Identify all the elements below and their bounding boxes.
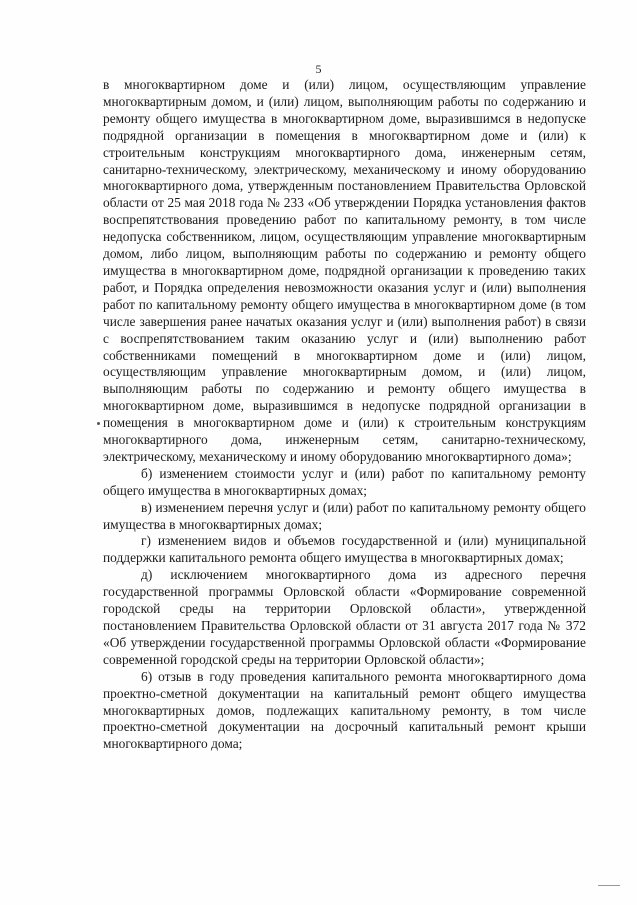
- paragraph-item-d: д) исключением многоквартирного дома из адресного перечня государственной программы Орловской области «Формирование современной городской среды на территории Орловской области», утвержденной постановлением Правительства Орловской области от 31 августа 2017 года № 372 «Об утверждении государственной программы Орловской области «Формирование современной городской среды на территории Орловской области»;: [103, 567, 586, 667]
- paragraph-item-g: г) изменением видов и объемов государственной и (или) муниципальной поддержки капитального ремонта общего имущества в многоквартирных домах;: [103, 533, 586, 566]
- page-number: 5: [315, 62, 322, 76]
- paragraph-item-b: б) изменением стоимости услуг и (или) работ по капитальному ремонту общего имущества в многоквартирных домах;: [103, 465, 586, 498]
- scan-mark: [598, 885, 620, 886]
- paragraph-item-6: 6) отзыв в году проведения капитального ремонта многоквартирного дома проектно-сметной документации на капитальный ремонт общего имущества многоквартирных домов, подлежащих капитальному ремонту, в том числе проектно-сметной документации на досрочный капитальный ремонт крыши многоквартирного дома;: [103, 668, 586, 752]
- scan-mark: [97, 422, 100, 425]
- document-body: [103, 77, 586, 753]
- paragraph-continuation: в многоквартирном доме и (или) лицом, осуществляющим управление многоквартирным домом, и (или) лицом, выполняющим работы по содержанию и ремонту общего имущества в многоквартирном доме, выразившимся в недопуске подрядной организации в помещения в многоквартирном доме и (или) к строительным конструкциям многоквартирного дома, инженерным сетям, санитарно-техническому, электрическому, механическому и иному оборудованию многоквартирного дома, утвержденным постановлением Правительства Орловской области от 25 мая 2018 года № 233 «Об утверждении Порядка установления фактов воспрепятствования проведению работ по капитальному ремонту, в том числе недопуска собственником, лицом, осуществляющим управление многоквартирным домом, либо лицом, выполняющим работы по содержанию и ремонту общего имущества в многоквартирном доме, подрядной организации к проведению таких работ, и Порядка определения невозможности оказания услуг и (или) выполнения работ по капитальному ремонту общего имущества в многоквартирном доме (в том числе завершения ранее начатых оказания услуг и (или) выполнения работ) в связи с воспрепятствованием таким оказанию услуг и (или) выполнению работ собственниками помещений в многоквартирном доме и (или) лицом, осуществляющим управление многоквартирным домом, и (или) лицом, выполняющим работы по содержанию и ремонту общего имущества в многоквартирном доме, выразившимся в недопуске подрядной организации в помещения в многоквартирном доме и (или) к строительным конструкциям многоквартирного дома, инженерным сетям, санитарно-техническому, электрическому, механическому и иному оборудованию многоквартирного дома»;: [103, 77, 586, 464]
- paragraph-item-v: в) изменением перечня услуг и (или) работ по капитальному ремонту общего имущества в многоквартирных домах;: [103, 499, 586, 532]
